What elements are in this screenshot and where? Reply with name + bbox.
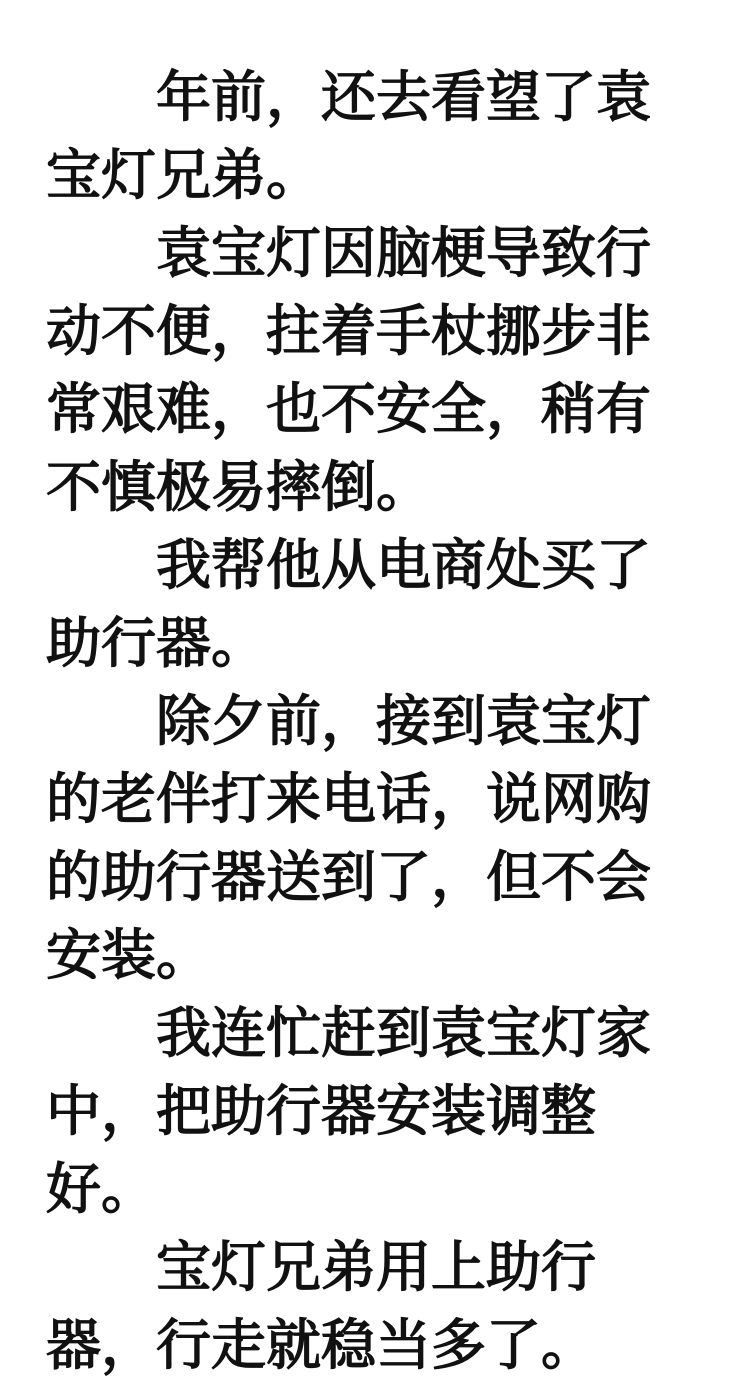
- paragraph: 除夕前，接到袁宝灯的老伴打来电话，说网购的助行器送到了，但不会安装。: [46, 689, 652, 987]
- paragraph: 宝灯兄弟用上助行器，行走就稳当多了。: [46, 1235, 597, 1377]
- paragraph: 我连忙赶到袁宝灯家中，把助行器安装调整好。: [46, 1001, 652, 1221]
- article-body: [46, 58, 704, 1384]
- paragraph: 我帮他从电商处买了助行器。: [46, 533, 652, 675]
- paragraph: 年前，还去看望了袁宝灯兄弟。: [46, 65, 652, 207]
- paragraph: 袁宝灯因脑梗导致行动不便，拄着手杖挪步非常艰难，也不安全，稍有不慎极易摔倒。: [46, 221, 652, 519]
